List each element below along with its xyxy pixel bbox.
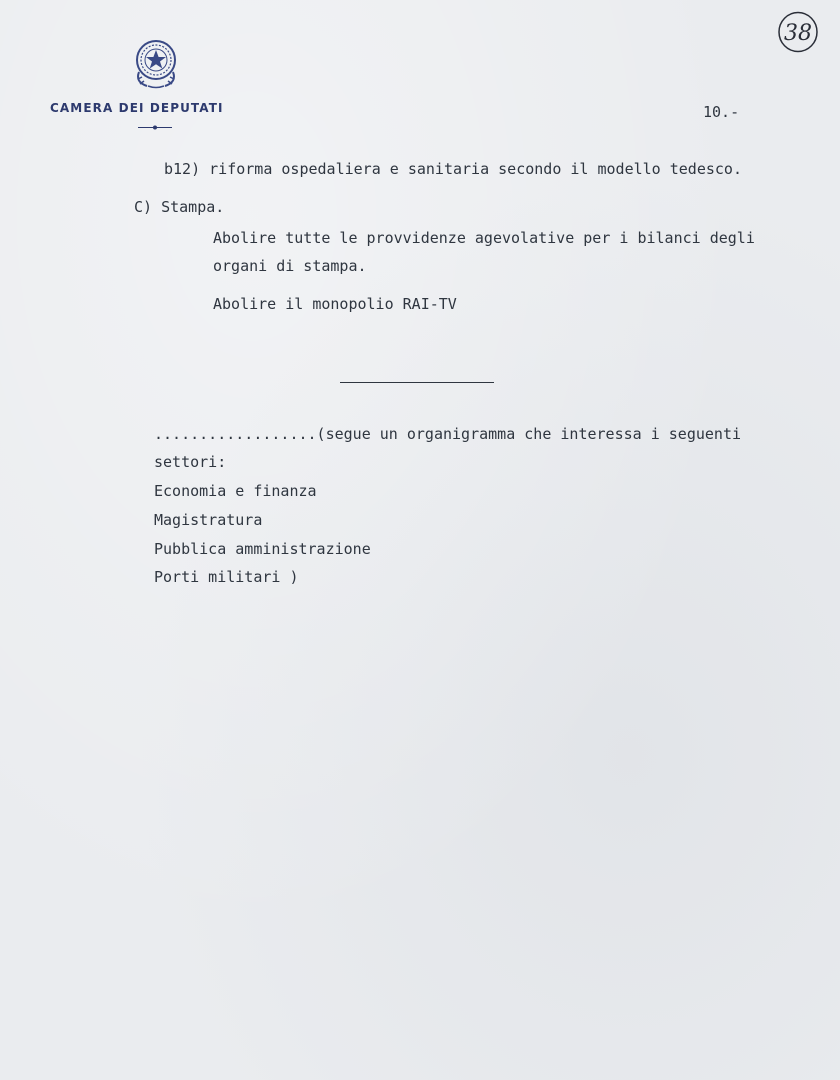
stampa-paragraph-2: Abolire il monopolio RAI-TV — [213, 295, 457, 313]
section-divider — [340, 382, 494, 383]
handwritten-page-mark — [776, 10, 820, 54]
note-line-1: ..................(segue un organigramma che interessa i seguenti — [154, 425, 741, 443]
section-c-heading: C) Stampa. — [134, 198, 225, 216]
handwritten-page-mark-text: 38 — [784, 21, 812, 46]
letterhead-institution-name: CAMERA DEI DEPUTATI — [50, 101, 224, 115]
page-number: 10.- — [703, 103, 740, 121]
sector-list-item: Magistratura — [154, 511, 263, 529]
sector-list-item: Pubblica amministrazione — [154, 540, 371, 558]
sector-list-item: Economia e finanza — [154, 482, 317, 500]
note-line-2: settori: — [154, 453, 227, 471]
letterhead-ornament — [138, 124, 172, 131]
item-b12: b12) riforma ospedaliera e sanitaria secondo il modello tedesco. — [164, 160, 742, 178]
stampa-paragraph-1-line-2: organi di stampa. — [213, 257, 367, 275]
italian-republic-emblem-icon — [133, 36, 179, 90]
stampa-paragraph-1-line-1: Abolire tutte le provvidenze agevolative per i bilanci degli — [213, 229, 755, 247]
sector-list-item: Porti militari ) — [154, 568, 299, 586]
